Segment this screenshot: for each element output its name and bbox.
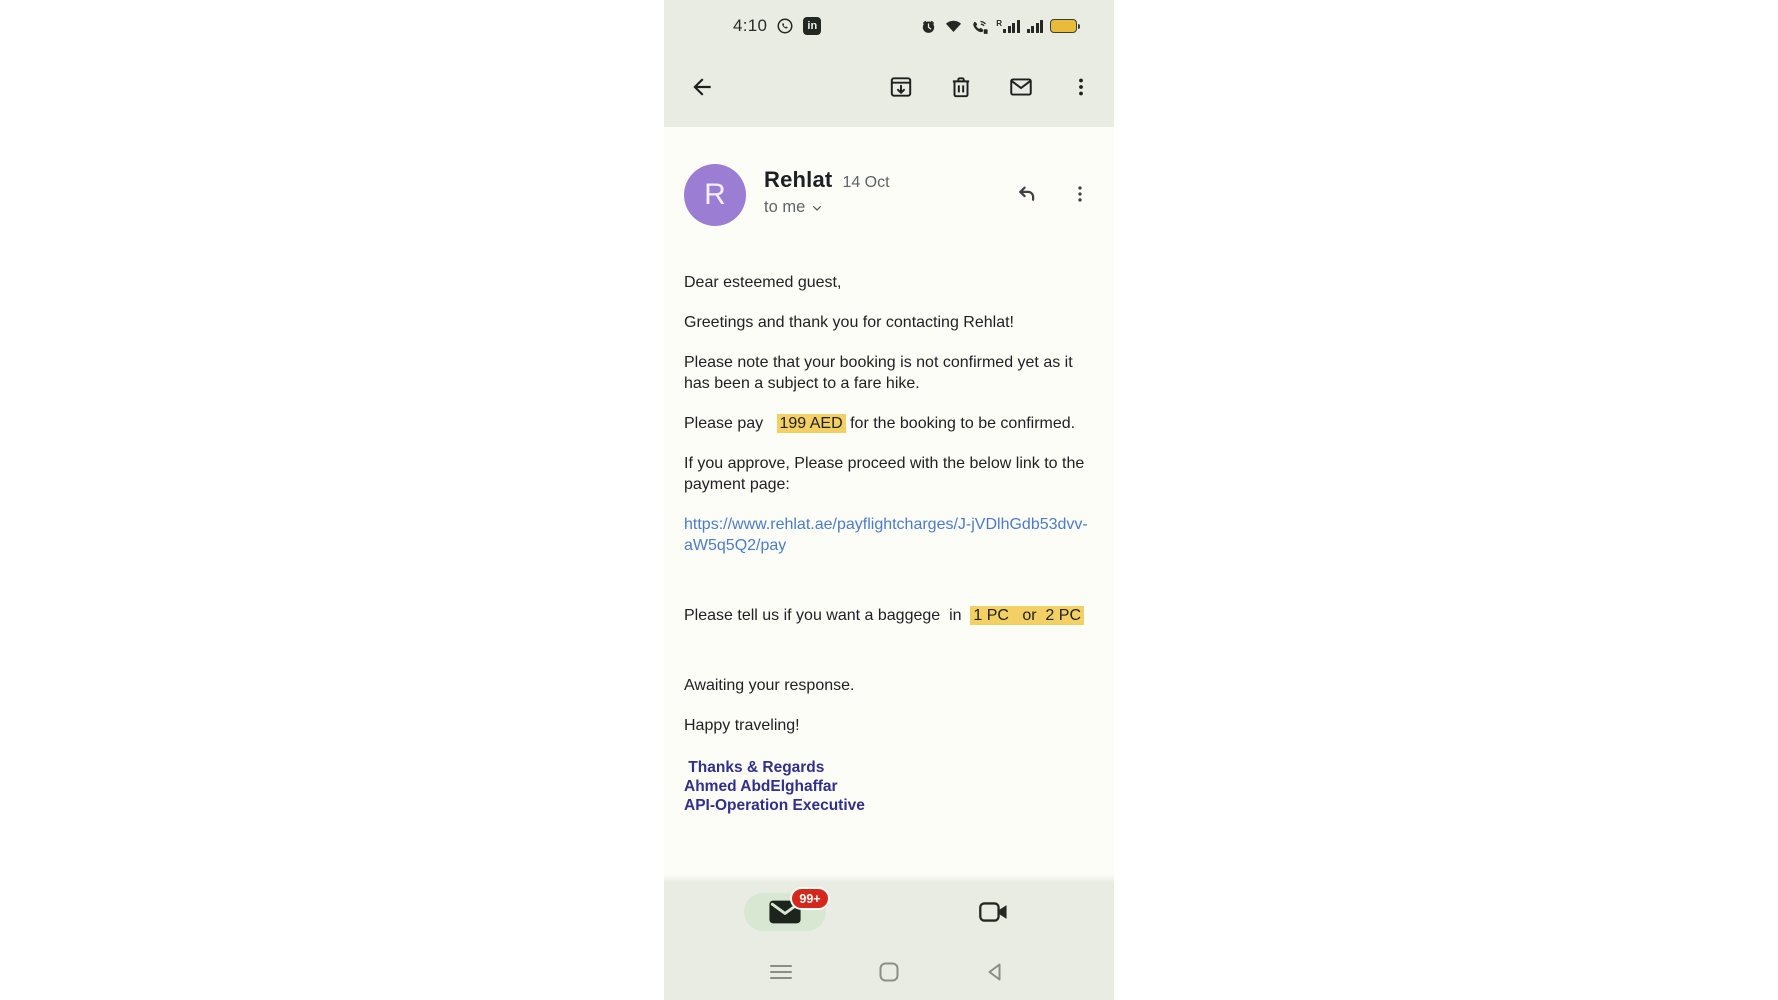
toolbar-actions (888, 74, 1114, 100)
body-text: Awaiting your response. (684, 677, 855, 694)
menu-icon[interactable] (759, 954, 803, 990)
bottom-band (664, 882, 1114, 1000)
video-call-tab-icon (978, 899, 1010, 925)
body-paragraph (684, 514, 1096, 556)
battery-icon (1050, 19, 1077, 33)
body-paragraph (684, 352, 1096, 394)
email-signature (664, 758, 1114, 815)
chevron-down-icon (809, 200, 825, 216)
body-paragraph (684, 675, 1096, 696)
recipient-label: to me (764, 198, 806, 216)
body-paragraph (684, 312, 1096, 333)
delete-icon[interactable] (948, 74, 974, 100)
sender-avatar[interactable]: R (684, 164, 746, 226)
recipient-row[interactable] (764, 198, 1012, 217)
status-left-cluster (664, 16, 821, 36)
home-icon[interactable] (867, 954, 911, 990)
back-icon[interactable] (973, 954, 1017, 990)
body-text: Greetings and thank you for contacting Rehlat! (684, 314, 1014, 331)
alarm-icon (920, 18, 937, 35)
payment-link[interactable]: https://www.rehlat.ae/payflightcharges/J-jVDlhGdb53dvv-aW5q5Q2/pay (684, 516, 1088, 554)
archive-icon[interactable] (888, 74, 914, 100)
body-text: Happy traveling! (684, 717, 800, 734)
sender-info (764, 164, 1012, 217)
sender-name: Rehlat (764, 167, 833, 192)
mark-unread-icon[interactable] (1008, 74, 1034, 100)
reply-icon[interactable] (1012, 180, 1040, 208)
message-actions (1012, 164, 1094, 208)
more-options-icon[interactable] (1068, 74, 1094, 100)
highlighted-text: 1 PC or 2 PC (970, 606, 1084, 625)
body-paragraph (684, 715, 1096, 736)
blank-line (684, 645, 1096, 656)
body-text: If you approve, Please proceed with the below link to the payment page: (684, 455, 1085, 493)
top-band (664, 0, 1114, 127)
sent-date: 14 Oct (842, 174, 890, 191)
body-text: Please pay (684, 415, 777, 432)
unread-count-badge: 99+ (790, 887, 830, 910)
highlighted-text: 199 AED (777, 414, 846, 433)
body-text: Please tell us if you want a baggege in (684, 607, 971, 624)
message-more-options-icon[interactable] (1066, 180, 1094, 208)
body-paragraph (684, 413, 1096, 434)
signal-roaming-icon (996, 19, 1019, 33)
body-paragraph (684, 605, 1096, 626)
linkedin-icon: in (803, 17, 821, 35)
blank-line (684, 575, 1096, 586)
signature-line: API-Operation Executive (684, 797, 865, 814)
wifi-calling-icon (970, 18, 989, 35)
body-paragraph (684, 453, 1096, 495)
status-bar (664, 0, 1114, 52)
email-header (664, 164, 1114, 226)
roaming-indicator: R (996, 19, 1002, 28)
body-text: Please note that your booking is not confirmed yet as it has been a subject to a fare hike. (684, 354, 1073, 392)
body-text: Dear esteemed guest, (684, 274, 842, 291)
phone-screen (664, 0, 1114, 1000)
body-paragraph (684, 272, 1096, 293)
signature-line: Ahmed AbdElghaffar (684, 778, 838, 795)
video-call-tab[interactable] (972, 895, 1016, 929)
back-arrow-icon[interactable] (680, 65, 724, 109)
signal-icon (1027, 19, 1044, 33)
email-body (664, 272, 1114, 736)
clock-time: 4:10 (733, 16, 768, 35)
email-toolbar (664, 52, 1114, 122)
whatsapp-icon (776, 17, 794, 35)
status-right-cluster (920, 18, 1114, 35)
body-text: for the booking to be confirmed. (845, 415, 1076, 432)
wifi-icon (944, 18, 963, 34)
signature-line: Thanks & Regards (684, 759, 825, 776)
